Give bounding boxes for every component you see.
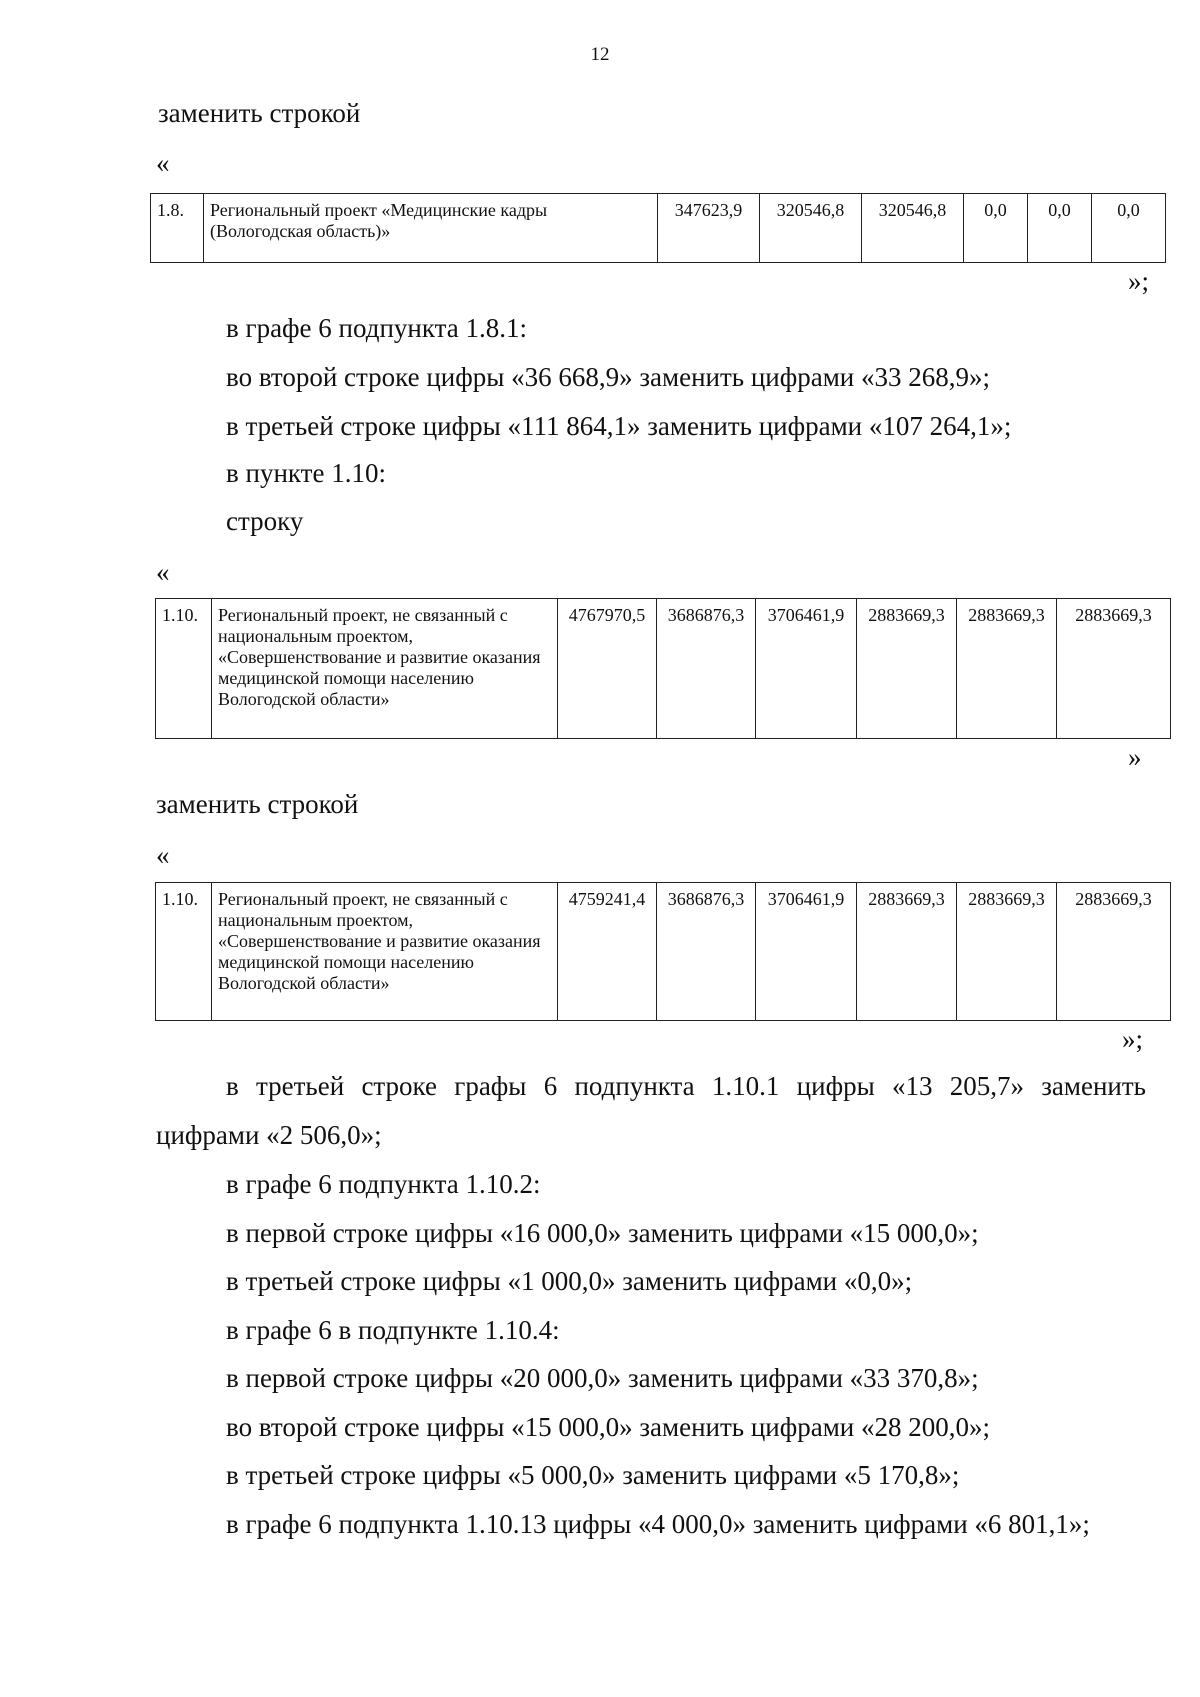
- value-cell: 3706461,9: [756, 599, 857, 739]
- open-quote: «: [156, 557, 170, 587]
- text-line: в третьей строке цифры «111 864,1» заменить цифрами «107 264,1»;: [226, 411, 1012, 441]
- text-line: в первой строке цифры «20 000,0» заменить цифрами «33 370,8»;: [226, 1363, 979, 1393]
- value-cell: 4759241,4: [558, 883, 657, 1021]
- text-line: в третьей строке графы 6 подпункта 1.10.1 цифры «13 205,7» заменить: [226, 1071, 1146, 1101]
- close-quote: »: [1128, 742, 1142, 772]
- value-cell: 0,0: [1028, 194, 1092, 263]
- replace-with-line: заменить строкой: [158, 98, 361, 128]
- text-line: в третьей строке цифры «5 000,0» заменить цифрами «5 170,8»;: [226, 1460, 960, 1490]
- table-1-8: [150, 193, 1166, 263]
- value-cell: 3686876,3: [657, 883, 756, 1021]
- row-code: 1.8.: [151, 194, 204, 263]
- value-cell: 4767970,5: [558, 599, 657, 739]
- table-row: [156, 883, 1171, 1021]
- text-line: строку: [226, 506, 304, 536]
- open-quote: «: [156, 840, 170, 870]
- open-quote: «: [156, 148, 170, 178]
- replace-with-line: заменить строкой: [156, 789, 359, 819]
- text-line: в графе 6 подпункта 1.8.1:: [226, 313, 527, 343]
- text-line: цифрами «2 506,0»;: [156, 1120, 382, 1150]
- row-code: 1.10.: [156, 599, 212, 739]
- text-line: во второй строке цифры «36 668,9» заменить цифрами «33 268,9»;: [226, 362, 991, 392]
- value-cell: 0,0: [1092, 194, 1166, 263]
- value-cell: 3706461,9: [756, 883, 857, 1021]
- table-row: [156, 599, 1171, 739]
- row-name: Региональный проект «Медицинские кадры (Вологодская область)»: [204, 194, 658, 263]
- row-name: Региональный проект, не связанный с национальным проектом, «Совершенствование и развитие оказания медицинской помощи населению Вологодской области»: [212, 599, 558, 739]
- text-line: в графе 6 подпункта 1.10.2:: [226, 1169, 541, 1199]
- text-line: во второй строке цифры «15 000,0» заменить цифрами «28 200,0»;: [226, 1412, 991, 1442]
- text-line: в графе 6 подпункта 1.10.13 цифры «4 000,0» заменить цифрами «6 801,1»;: [226, 1509, 1090, 1539]
- value-cell: 2883669,3: [1057, 883, 1171, 1021]
- close-quote: »;: [1128, 266, 1150, 296]
- table-1-10-new: [155, 882, 1171, 1021]
- value-cell: 347623,9: [658, 194, 760, 263]
- table-1-10-old: [155, 598, 1171, 739]
- row-name: Региональный проект, не связанный с национальным проектом, «Совершенствование и развитие оказания медицинской помощи населению Вологодской области»: [212, 883, 558, 1021]
- text-line: в пункте 1.10:: [226, 458, 386, 488]
- value-cell: 320546,8: [760, 194, 862, 263]
- value-cell: 320546,8: [862, 194, 964, 263]
- page-number: 12: [590, 44, 610, 65]
- value-cell: 0,0: [964, 194, 1028, 263]
- row-code: 1.10.: [156, 883, 212, 1021]
- table-row: [151, 194, 1166, 263]
- value-cell: 2883669,3: [957, 599, 1057, 739]
- value-cell: 2883669,3: [857, 883, 957, 1021]
- text-line: в первой строке цифры «16 000,0» заменить цифрами «15 000,0»;: [226, 1218, 979, 1248]
- value-cell: 2883669,3: [857, 599, 957, 739]
- close-quote: »;: [1122, 1024, 1144, 1054]
- text-line: в третьей строке цифры «1 000,0» заменить цифрами «0,0»;: [226, 1266, 913, 1296]
- value-cell: 3686876,3: [657, 599, 756, 739]
- value-cell: 2883669,3: [957, 883, 1057, 1021]
- text-line: в графе 6 в подпункте 1.10.4:: [226, 1315, 560, 1345]
- value-cell: 2883669,3: [1057, 599, 1171, 739]
